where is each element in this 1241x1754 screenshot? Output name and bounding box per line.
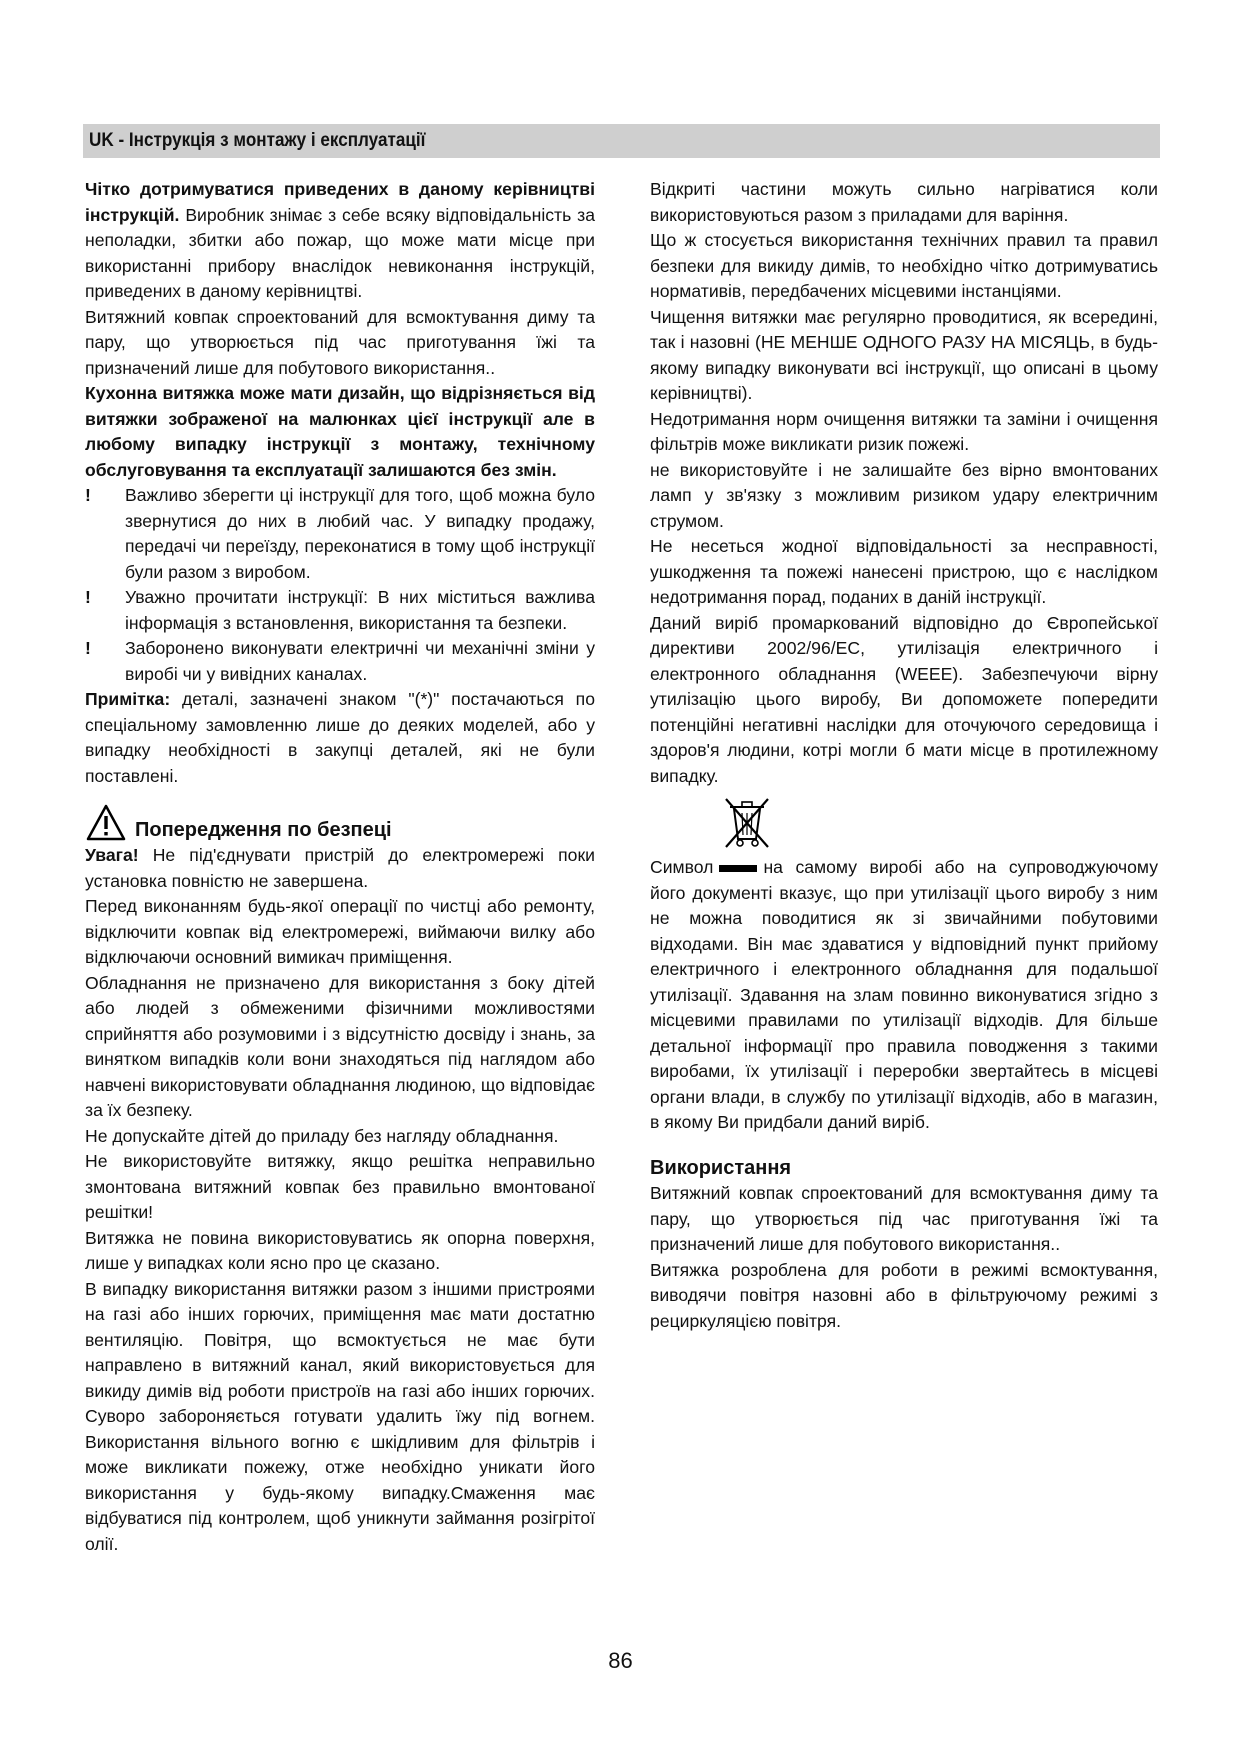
intro-rest: Виробник знімає з себе всяку відповідальність за неполадки, збитки або пожар, що може мати місце при використанні прибору внаслідок невиконання інструкцій, приведених в даному керівництві. [85,204,595,301]
intro-bold: Чітко дотримуватися приведених в даному керівництві інструкцій. [85,179,595,225]
bullet-item [85,636,595,687]
caution-label: Увага! [85,845,139,865]
safety-paragraph: Витяжка не повина використовуватись як опорна поверхня, лише у випадках коли ясно про це сказано. [85,1227,595,1273]
note-paragraph [85,687,595,789]
cleaning-paragraph: Чищення витяжки має регулярно проводитися, як всередині, так і назовні (НЕ МЕНШЕ ОДНОГО РАЗУ НА МІСЯЦЬ, в будь-якому випадку виконувати всі інструкції, що описані в цьому керівництві). [650,306,1158,403]
warning-triangle-icon [85,803,127,843]
intro-paragraph [85,177,595,305]
note-text: деталі, зазначені знаком "(*)" постачаються по спеціальному замовленню лише до деяких моделей, або у випадку необхідності в закупці деталей, які не були поставлені. [85,689,595,786]
caution-text: Не під'єднувати пристрій до електромережі поки установка повністю не завершена. [85,845,595,891]
safety-heading-text: Попередження по безпеці [135,818,392,841]
bullet-item [85,483,595,585]
symbol-text: на самому виробі або на супроводжуючому його документі вказує, що при утилізації цього виробу з ним не можна поводитися як зі звичайними побутовими відходами. Він має здаватися у відповідний пункт прийому електричного і електронного обладнання для подальшої утилізації. Здавання на злам повинно виконуватися згідно з місцевими правилами по утилізації відходів. Для більше детальної інформації про правила поводження з такими виробами, їх утилізації і переробки звертайтесь в місцеві органи влади, в службу по утилізації відходів, або в магазин, в якому Ви придбали даний виріб. [650,857,1158,1132]
black-bar-icon [719,865,757,872]
bullet-text: Уважно прочитати інструкції: В них міститься важлива інформація з встановлення, використання та безпеки. [125,587,595,633]
safety-paragraph: Не допускайте дітей до приладу без нагляду обладнання. [85,1125,559,1146]
bullet-item [85,585,595,636]
note-label: Примітка: [85,689,171,709]
safety-paragraph: Обладнання не призначено для використання з боку дітей або людей з обмеженими фізичними можливостями сприйняття або розумовими і з відсутністю досвіду і знань, за винятком випадків коли вони знаходяться під наглядом або навчені використовувати обладнання людиною, що відповідає за їх безпеку. [85,972,595,1120]
safety-paragraph: В випадку використання витяжки разом з іншими пристроями на газі або інших горючих, приміщення має мати достатню вентиляцію. Повітря, що всмоктується не має бути направлено в витяжний канал, який використовується для викиду димів від роботи пристроїв на газі або інших горючих. Суворо забороняється готувати удалить їжу під вогнем. Використання вільного вогню є шкідливим для фільтрів і може викликати пожежу, отже необхідно уникати його використання у будь-якому випадку.Смаження має відбуватися під контролем, щоб уникнути займання розігрітої олії. [85,1278,595,1554]
bullet-text: Важливо зберегти ці інструкції для того, щоб можна було звернутися до них в любий час. У випадку продажу, передачі чи переїзду, переконатися в тому щоб інструкції були разом з виробом. [125,485,595,582]
safety-paragraph: Недотримання норм очищення витяжки та заміни і очищення фільтрів може викликати ризик пожежі. [650,408,1158,454]
design-note-paragraph: Кухонна витяжка може мати дизайн, що відрізняється від витяжки зображеної на малюнках цієї інструкції але в любому випадку інструкції з монтажу, технічному обслуговування та експлуатації залишаются без змін. [85,383,595,480]
bullet-mark: ! [85,587,91,607]
usage-paragraph: Витяжний ковпак спроектований для всмоктування диму та пару, що утворюється під час приготування їжі та призначений лише для побутового використання.. [650,1183,1158,1254]
safety-paragraph: не використовуйте і не залишайте без вірно вмонтованих ламп у зв'язку з можливим ризиком удару електричним струмом. [650,459,1158,531]
safety-paragraph: Не використовуйте витяжку, якщо решітка неправильно змонтована витяжний ковпак без правильно вмонтованої решітки! [85,1151,595,1222]
symbol-word: Символ [650,857,714,877]
caution-paragraph [85,843,595,894]
header-bar [83,124,1160,158]
bullet-mark: ! [85,485,91,505]
page-number: 86 [608,1648,633,1673]
page-title: UK - Інструкція з монтажу і експлуатації [89,130,426,151]
safety-paragraph: Що ж стосується використання технічних правил та правил безпеки для викиду димів, то необхідно чітко дотримуватись нормативів, передбачених місцевими інстанціями. [650,230,1158,301]
right-column [650,177,1158,1334]
purpose-paragraph: Витяжний ковпак спроектований для всмоктування диму та пару, що утворюється під час приготування їжі та призначений лише для побутового використання.. [85,306,595,378]
left-column [85,177,595,1557]
symbol-paragraph [650,855,1158,1136]
liability-paragraph: Не несеться жодної відповідальності за несправності, ушкодження та пожежі нанесені пристрою, що є наслідком недотримання порад, поданих в даній інструкції. [650,536,1158,607]
safety-paragraph: Відкриті частини можуть сильно нагріватися коли використовуються разом з приладами для варіння. [650,179,1158,225]
safety-heading [85,803,595,843]
usage-heading: Використання [650,1156,792,1179]
bullet-text: Заборонено виконувати електричні чи механічні зміни у виробі чи у вивідних каналах. [125,638,595,684]
bullet-mark: ! [85,638,91,658]
usage-paragraph: Витяжка розроблена для роботи в режимі всмоктування, виводячи повітря назовні або в фільтруючому режимі з рециркуляцією повітря. [650,1259,1158,1331]
crossed-out-wheelie-bin-icon [720,793,774,851]
safety-paragraph: Перед виконанням будь-якої операції по чистці або ремонту, відключити ковпак від електромережі, виймаючи вилку або відключаючи основний вимикач приміщення. [85,896,595,967]
weee-paragraph: Даний виріб промаркований відповідно до Європейської директиви 2002/96/EC, утилізація електричного і електронного обладнання (WEEE). Забезпечуючи вірну утилізацію цього виробу, Ви допоможете попередити потенційні негативні наслідки для оточуючого середовища і здоров'я людини, котрі могли б мати місце в протилежному випадку. [650,612,1158,786]
